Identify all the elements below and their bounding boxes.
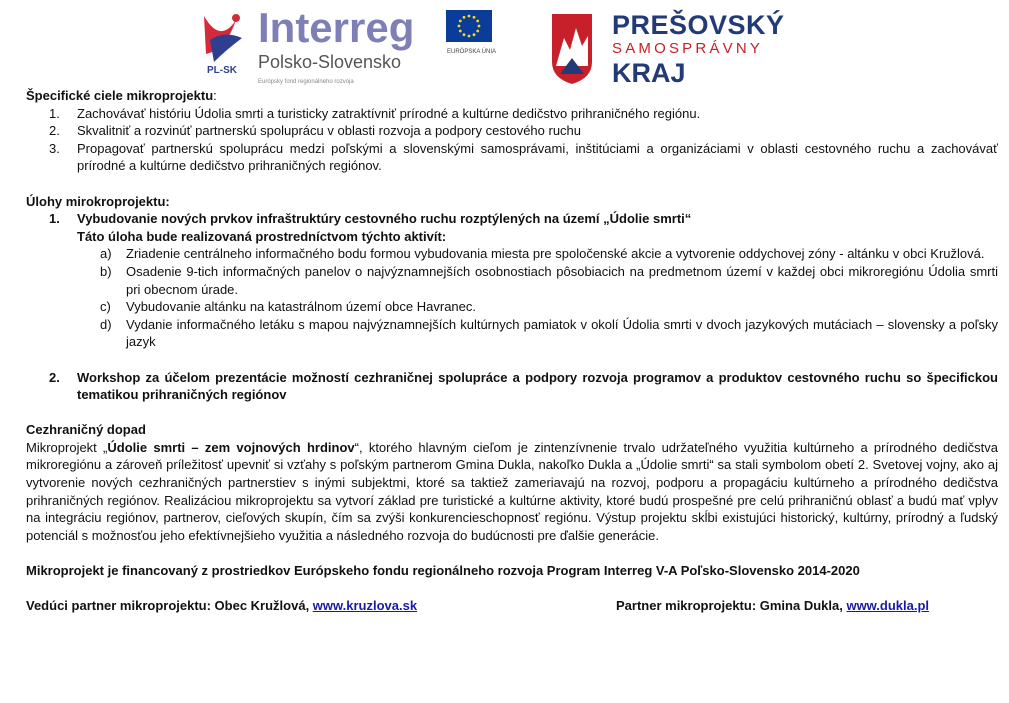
goal-item: 3. Propagovať partnerskú spoluprácu medzi poľskými a slovenskými samosprávami, inštitúciami a organizáciami v oblasti cestovného ruchu a zachovávať prírodné a kultúrne dedičstvo prihraničných regiónov. [49,140,998,174]
pl-sk-label: PL-SK [207,65,237,76]
goal-item: 2. Skvalitniť a rozvinúť partnerskú spoluprácu v oblasti rozvoja a podpory cestového ruchu [49,123,582,139]
header [0,0,1009,90]
eu-label: EURÓPSKA ÚNIA [447,49,497,55]
lead-partner: Vedúci partner mikroprojektu: Obec Kružlová, www.kruzlova.sk [26,598,418,614]
pl-sk-logo [196,10,248,76]
goals-heading: Špecifické ciele mikroprojektu: [26,88,217,103]
interreg-fund: Európsky fond regionálneho rozvoja [258,79,354,85]
financing-note: Mikroprojekt je financovaný z prostriedkov Európskeho fondu regionálneho rozvoja Program Interreg V-A Poľsko-Slovensko 2014-2020 [26,563,860,579]
interreg-sub: Polsko-Slovensko [258,52,402,72]
task-2-title: 2. Workshop za účelom prezentácie možností cezhraničnej spolupráce a podpory rozvoja programov a produktov cestovného ruchu so špecifickou tematikou prihraničných regiónov [49,369,998,403]
psk-line2: SAMOSPRÁVNY [612,40,764,57]
impact-paragraph: Mikroprojekt „Údolie smrti – zem vojnových hrdinov“, ktorého hlavným cieľom je zintenzívnenie trvalo udržateľného využitia kultúrneho a prírodného dedičstva mikroregiónu a zároveň príležitosť upevniť si vzťahy s poľským partnerom Gmina Dukla, nakoľko Dukla a „Údolie smrti“ sa stali symbolom obetí 2. Svetovej vojny, ako aj vytvorenie nových cezhraničných partnerstiev s inými subjektmi, ktoré sa taktiež zameriavajú na rozvoj, podporu a propagáciu kultúrneho a prírodného dedičstva prihraničných regiónov. Realizáciou mikroprojektu sa vytvorí základ pre turistické a kultúrne aktivity, ktoré budú prospešné pre celú prihraničnú oblasť a budú mať vplyv na integráciu regiónov, partnerov, cieľových skupín, čím sa zvýši konkurencieschopnosť regiónu. Výstup projektu skĺbi existujúci historický, kultúrny, prírodný a ľudský potenciál s možnosťou jeho efektívnejšieho využitia a následného rozvoja do budúcnosti pre ďalšie generácie. [26,439,998,543]
psk-emblem-icon [552,14,592,84]
partner: Partner mikroprojektu: Gmina Dukla, www.dukla.pl [616,598,930,614]
kruzlova-link[interactable]: www.kruzlova.sk [312,598,418,614]
footer-partners [26,597,998,615]
task-1-title: 1. Vybudovanie nových prvkov infraštruktúry cestovného ruchu rozptýlených na území „Údolie smrti“ [49,211,692,227]
activity-item: b) Osadenie 9-tich informačných panelov o najvýznamnejších osobnostiach pôsobiacich na predmetnom území v každej obci mikroregiónu Údolia smrti pri obecnom úrade. [100,263,998,297]
task-1-subtitle: Táto úloha bude realizovaná prostredníctvom týchto aktivít: [77,228,447,244]
eu-flag-icon [446,10,492,42]
psk-logo [612,10,785,88]
psk-line3: KRAJ [612,58,686,88]
document-body [26,87,998,615]
impact-heading: Cezhraničný dopad [26,422,146,438]
goal-item: 1. Zachovávať históriu Údolia smrti a turisticky zatraktívniť prírodné a kultúrne dedičstvo prihraničného regiónu. [49,105,701,121]
tasks-heading: Úlohy mirokroprojektu: [26,193,170,209]
interreg-word: Interreg [258,4,415,51]
dukla-link[interactable]: www.dukla.pl [846,598,930,614]
psk-line1: PREŠOVSKÝ [612,10,785,40]
interreg-logo [258,6,438,86]
activity-item: a) Zriadenie centrálneho informačného bodu formou vybudovania miesta pre spoločenské akcie a vytvorenie oddychovej zóny - altánku v obci Kružlová. [100,246,985,262]
activity-item: c) Vybudovanie altánku na katastrálnom území obce Havranec. [100,299,476,315]
activity-item: d) Vydanie informačného letáku s mapou najvýznamnejších kultúrnych pamiatok v okolí Údolia smrti v dvoch jazykových mutáciach – slovensky a poľsky jazyk [100,316,998,350]
